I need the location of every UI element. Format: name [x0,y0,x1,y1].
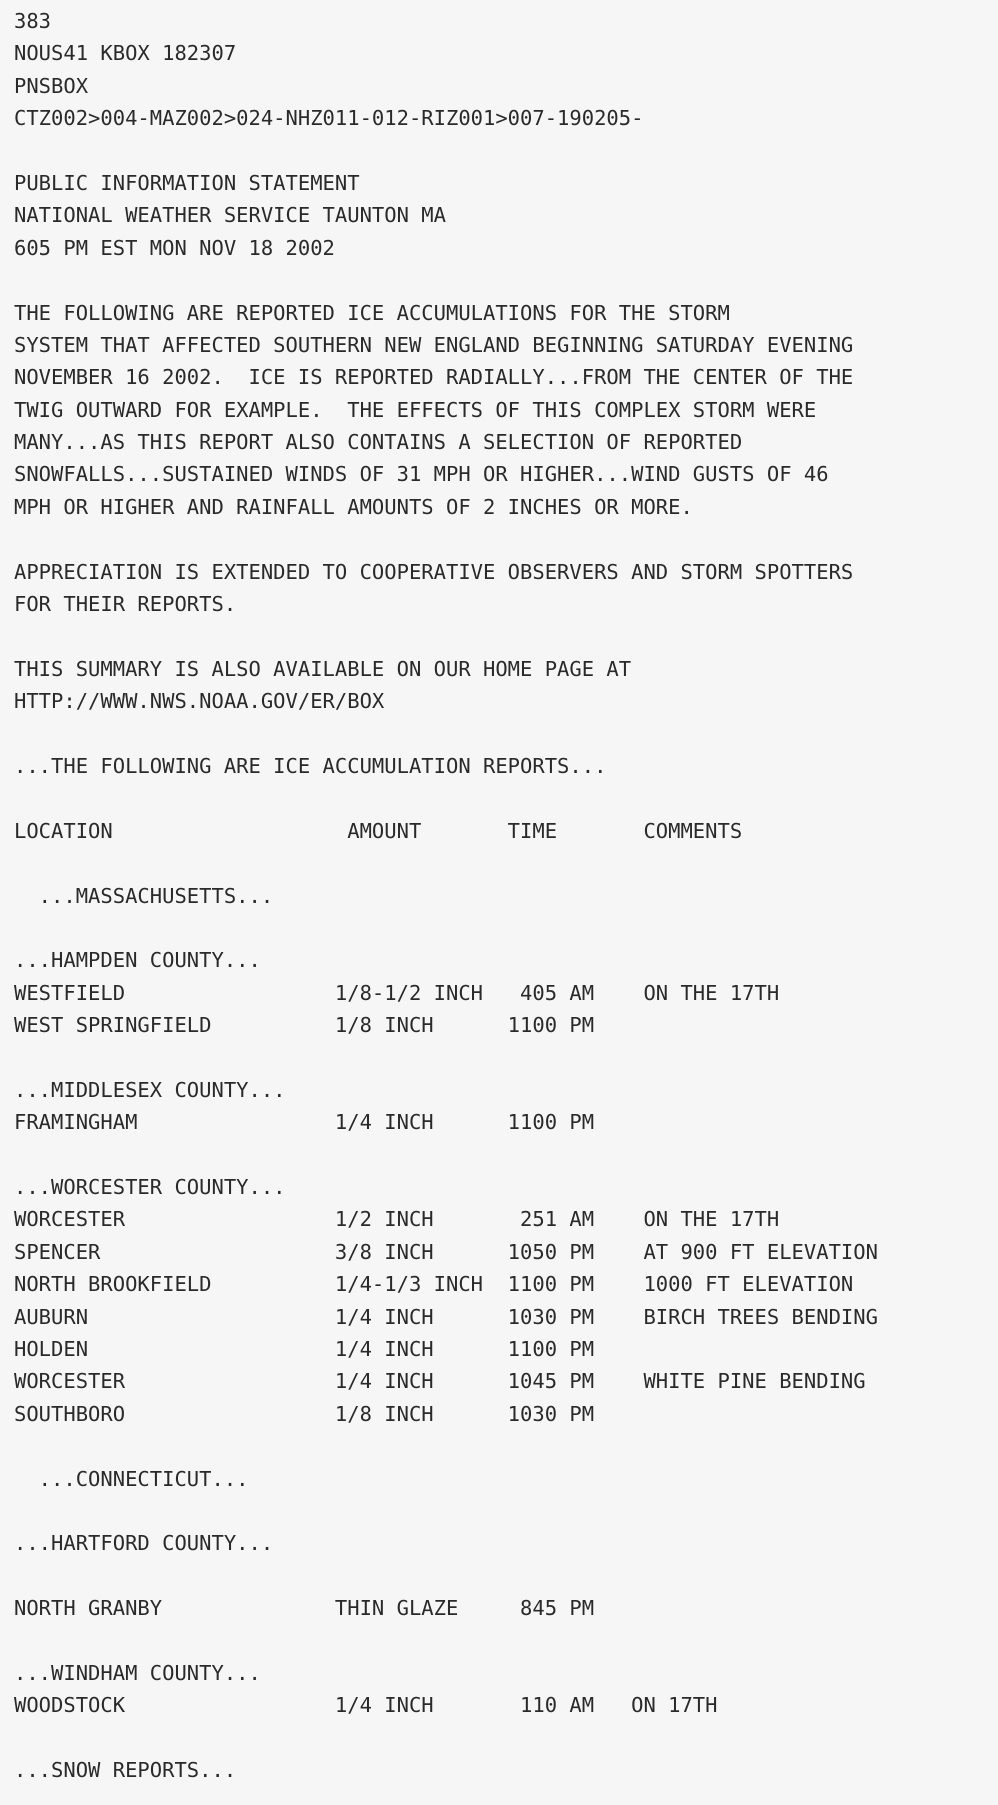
text-line: MANY...AS THIS REPORT ALSO CONTAINS A SELECTION OF REPORTED [14,430,743,455]
text-line: ...THE FOLLOWING ARE ICE ACCUMULATION REPORTS... [14,753,607,778]
text-line [14,135,984,167]
text-line: FOR THEIR REPORTS. [14,592,237,617]
text-line: WORCESTER 1/2 INCH 251 AM ON THE 17TH [14,1207,780,1232]
text-line: ...WINDHAM COUNTY... [14,1660,261,1685]
text-line [14,1722,984,1754]
text-line [14,1560,984,1592]
text-line: NORTH BROOKFIELD 1/4-1/3 INCH 1100 PM 1000 FT ELEVATION [14,1272,854,1297]
text-line: TWIG OUTWARD FOR EXAMPLE. THE EFFECTS OF THIS COMPLEX STORM WERE [14,397,817,422]
text-line: WORCESTER 1/4 INCH 1045 PM WHITE PINE BENDING [14,1369,866,1394]
text-line [14,620,984,652]
text-line: HTTP://WWW.NWS.NOAA.GOV/ER/BOX [14,689,385,714]
text-line: AUBURN 1/4 INCH 1030 PM BIRCH TREES BENDING [14,1304,878,1329]
text-line: WOODSTOCK 1/4 INCH 110 AM ON 17TH [14,1693,718,1718]
text-line: ...SNOW REPORTS... [14,1758,237,1783]
text-line [14,912,984,944]
text-line: ...CONNECTICUT... [14,1466,249,1491]
text-line: ...MIDDLESEX COUNTY... [14,1077,286,1102]
text-line: WEST SPRINGFIELD 1/8 INCH 1100 PM [14,1013,595,1038]
text-line [14,782,984,814]
text-line [14,1042,984,1074]
text-line [14,1430,984,1462]
text-line: ...WORCESTER COUNTY... [14,1175,286,1200]
text-line: NOUS41 KBOX 182307 [14,41,237,66]
text-line: 605 PM EST MON NOV 18 2002 [14,235,335,260]
text-line: NATIONAL WEATHER SERVICE TAUNTON MA [14,203,446,228]
text-line [14,847,984,879]
text-line: CTZ002>004-MAZ002>024-NHZ011-012-RIZ001>007-190205- [14,106,644,131]
text-line [14,264,984,296]
text-line: APPRECIATION IS EXTENDED TO COOPERATIVE OBSERVERS AND STORM SPOTTERS [14,559,854,584]
text-line: LOCATION AMOUNT TIME COMMENTS [14,818,743,843]
text-line: HOLDEN 1/4 INCH 1100 PM [14,1337,595,1362]
text-line: FRAMINGHAM 1/4 INCH 1100 PM [14,1110,595,1135]
text-line [14,523,984,555]
text-line: WESTFIELD 1/8-1/2 INCH 405 AM ON THE 17TH [14,980,780,1005]
text-line: NOVEMBER 16 2002. ICE IS REPORTED RADIALLY...FROM THE CENTER OF THE [14,365,854,390]
text-line: SNOWFALLS...SUSTAINED WINDS OF 31 MPH OR HIGHER...WIND GUSTS OF 46 [14,462,829,487]
text-line: THE FOLLOWING ARE REPORTED ICE ACCUMULATIONS FOR THE STORM [14,300,730,325]
text-line: ...HARTFORD COUNTY... [14,1531,274,1556]
text-line [14,1625,984,1657]
text-line: ...HAMPDEN COUNTY... [14,948,261,973]
text-line: THIS SUMMARY IS ALSO AVAILABLE ON OUR HOME PAGE AT [14,656,632,681]
text-line: PUBLIC INFORMATION STATEMENT [14,170,360,195]
text-line [14,718,984,750]
text-line: SOUTHBORO 1/8 INCH 1030 PM [14,1401,595,1426]
text-line: PNSBOX [14,73,89,98]
text-line: SPENCER 3/8 INCH 1050 PM AT 900 FT ELEVATION [14,1239,878,1264]
text-line: SYSTEM THAT AFFECTED SOUTHERN NEW ENGLAND BEGINNING SATURDAY EVENING [14,332,854,357]
text-line: MPH OR HIGHER AND RAINFALL AMOUNTS OF 2 INCHES OR MORE. [14,494,693,519]
text-line: NORTH GRANBY THIN GLAZE 845 PM [14,1596,595,1621]
text-line: 383 [14,9,52,33]
text-line [14,1495,984,1527]
text-line [14,1139,984,1171]
text-line: ...MASSACHUSETTS... [14,883,274,908]
